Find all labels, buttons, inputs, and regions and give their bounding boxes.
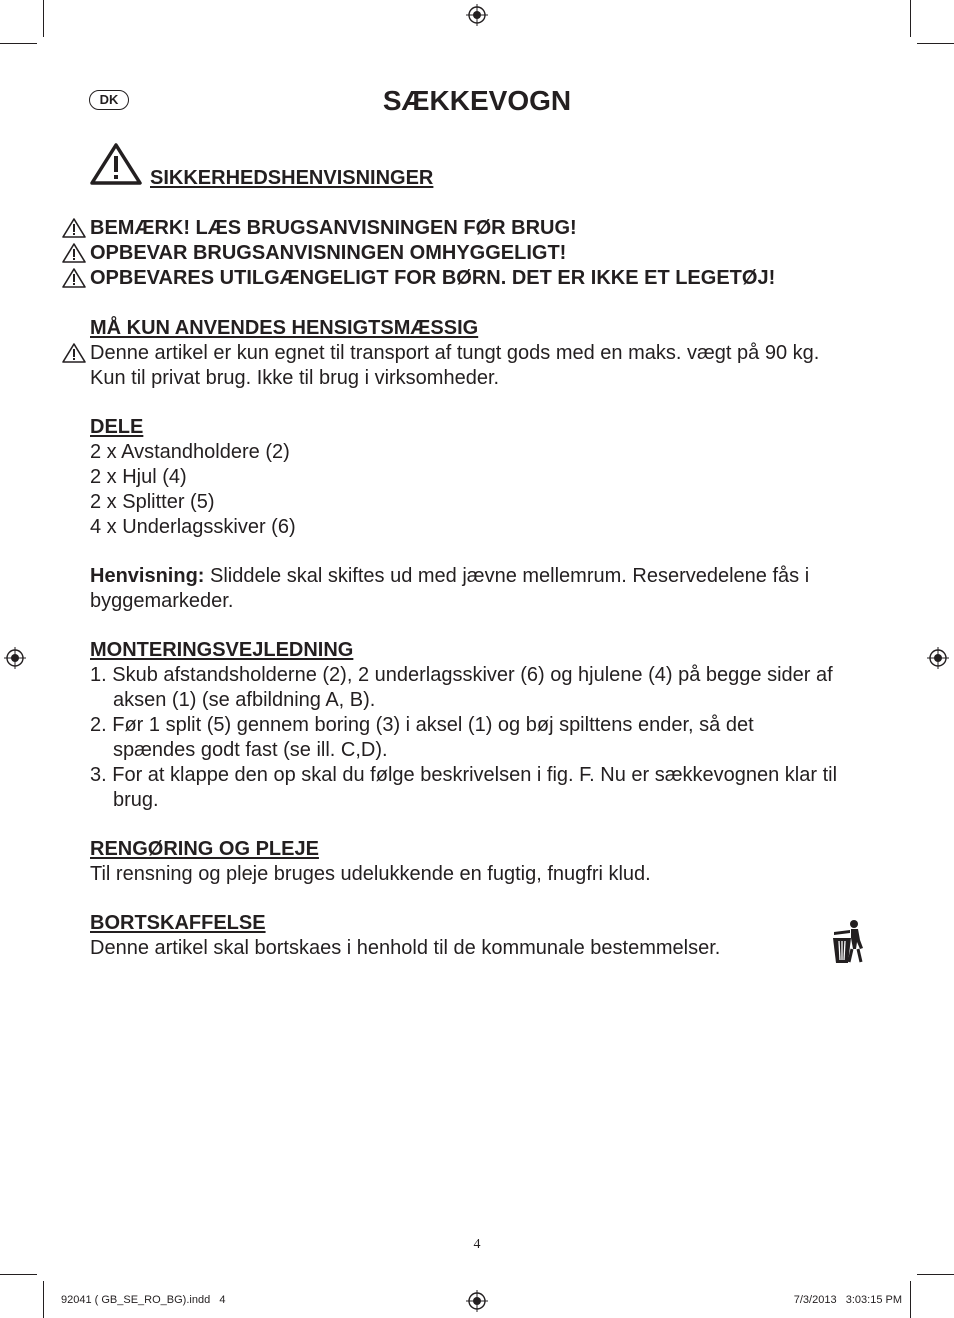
safety-heading: SIKKERHEDSHENVISNINGER [150,167,434,189]
assembly-heading: MONTERINGSVEJLEDNING [90,639,354,661]
crop-mark [0,1274,37,1275]
recycle-bin-icon [829,918,867,966]
crop-mark [43,1281,44,1318]
assembly-step-continued: brug. [113,789,159,811]
registration-mark-icon [466,4,488,26]
parts-item: 4 x Underlagsskiver (6) [90,516,296,538]
parts-item: 2 x Splitter (5) [90,491,215,513]
crop-mark [0,43,37,44]
assembly-step: 1. Skub afstandsholderne (2), 2 underlagsskiver (6) og hjulene (4) på begge sider af [90,664,833,686]
crop-mark [910,0,911,37]
cleaning-heading: RENGØRING OG PLEJE [90,838,319,860]
registration-mark-icon [927,647,949,669]
page-title: SÆKKEVOGN [382,85,572,116]
file-info: 92041 ( GB_SE_RO_BG).indd 4 [61,1294,226,1306]
crop-mark [917,43,954,44]
assembly-step-continued: aksen (1) (se afbildning A, B). [113,689,376,711]
page-number: 4 [473,1237,481,1252]
note-text: Sliddele skal skiftes ud med jævne mellemrum. Reservedelene fås i [204,565,810,587]
parts-item: 2 x Avstandholdere (2) [90,441,290,463]
note-paragraph [90,564,809,589]
disposal-text: Denne artikel skal bortskaes i henhold til de kommunale bestemmelser. [90,937,721,959]
warning-text: OPBEVAR BRUGSANVISNINGEN OMHYGGELIGT! [90,242,567,264]
warning-triangle-icon [61,342,87,364]
intended-use-line: Denne artikel er kun egnet til transport af tungt gods med en maks. vægt på 90 kg. [90,342,820,364]
warning-triangle-icon [89,142,143,186]
parts-heading: DELE [90,416,144,438]
crop-mark [910,1281,911,1318]
crop-mark [917,1274,954,1275]
registration-mark-icon [466,1290,488,1312]
crop-mark [43,0,44,37]
warning-triangle-icon [61,267,87,289]
date-info: 7/3/2013 3:03:15 PM [793,1294,902,1306]
warning-text: BEMÆRK! LÆS BRUGSANVISNINGEN FØR BRUG! [90,217,577,239]
cleaning-text: Til rensning og pleje bruges udelukkende en fugtig, fnugfri klud. [90,863,651,885]
language-badge: DK [89,90,129,110]
intended-use-heading: MÅ KUN ANVENDES HENSIGTSMÆSSIG [90,317,479,339]
parts-item: 2 x Hjul (4) [90,466,187,488]
assembly-step: 2. Før 1 split (5) gennem boring (3) i aksel (1) og bøj spilttens ender, så det [90,714,754,736]
assembly-step-continued: spændes godt fast (se ill. C,D). [113,739,388,761]
note-text-continued: byggemarkeder. [90,590,234,612]
registration-mark-icon [4,647,26,669]
note-label: Henvisning: [90,565,205,587]
disposal-heading: BORTSKAFFELSE [90,912,266,934]
assembly-step: 3. For at klappe den op skal du følge beskrivelsen i fig. F. Nu er sækkevognen klar til [90,764,838,786]
warning-triangle-icon [61,242,87,264]
warning-triangle-icon [61,217,87,239]
intended-use-line: Kun til privat brug. Ikke til brug i virksomheder. [90,367,500,389]
warning-text: OPBEVARES UTILGÆNGELIGT FOR BØRN. DET ER IKKE ET LEGETØJ! [90,267,776,289]
